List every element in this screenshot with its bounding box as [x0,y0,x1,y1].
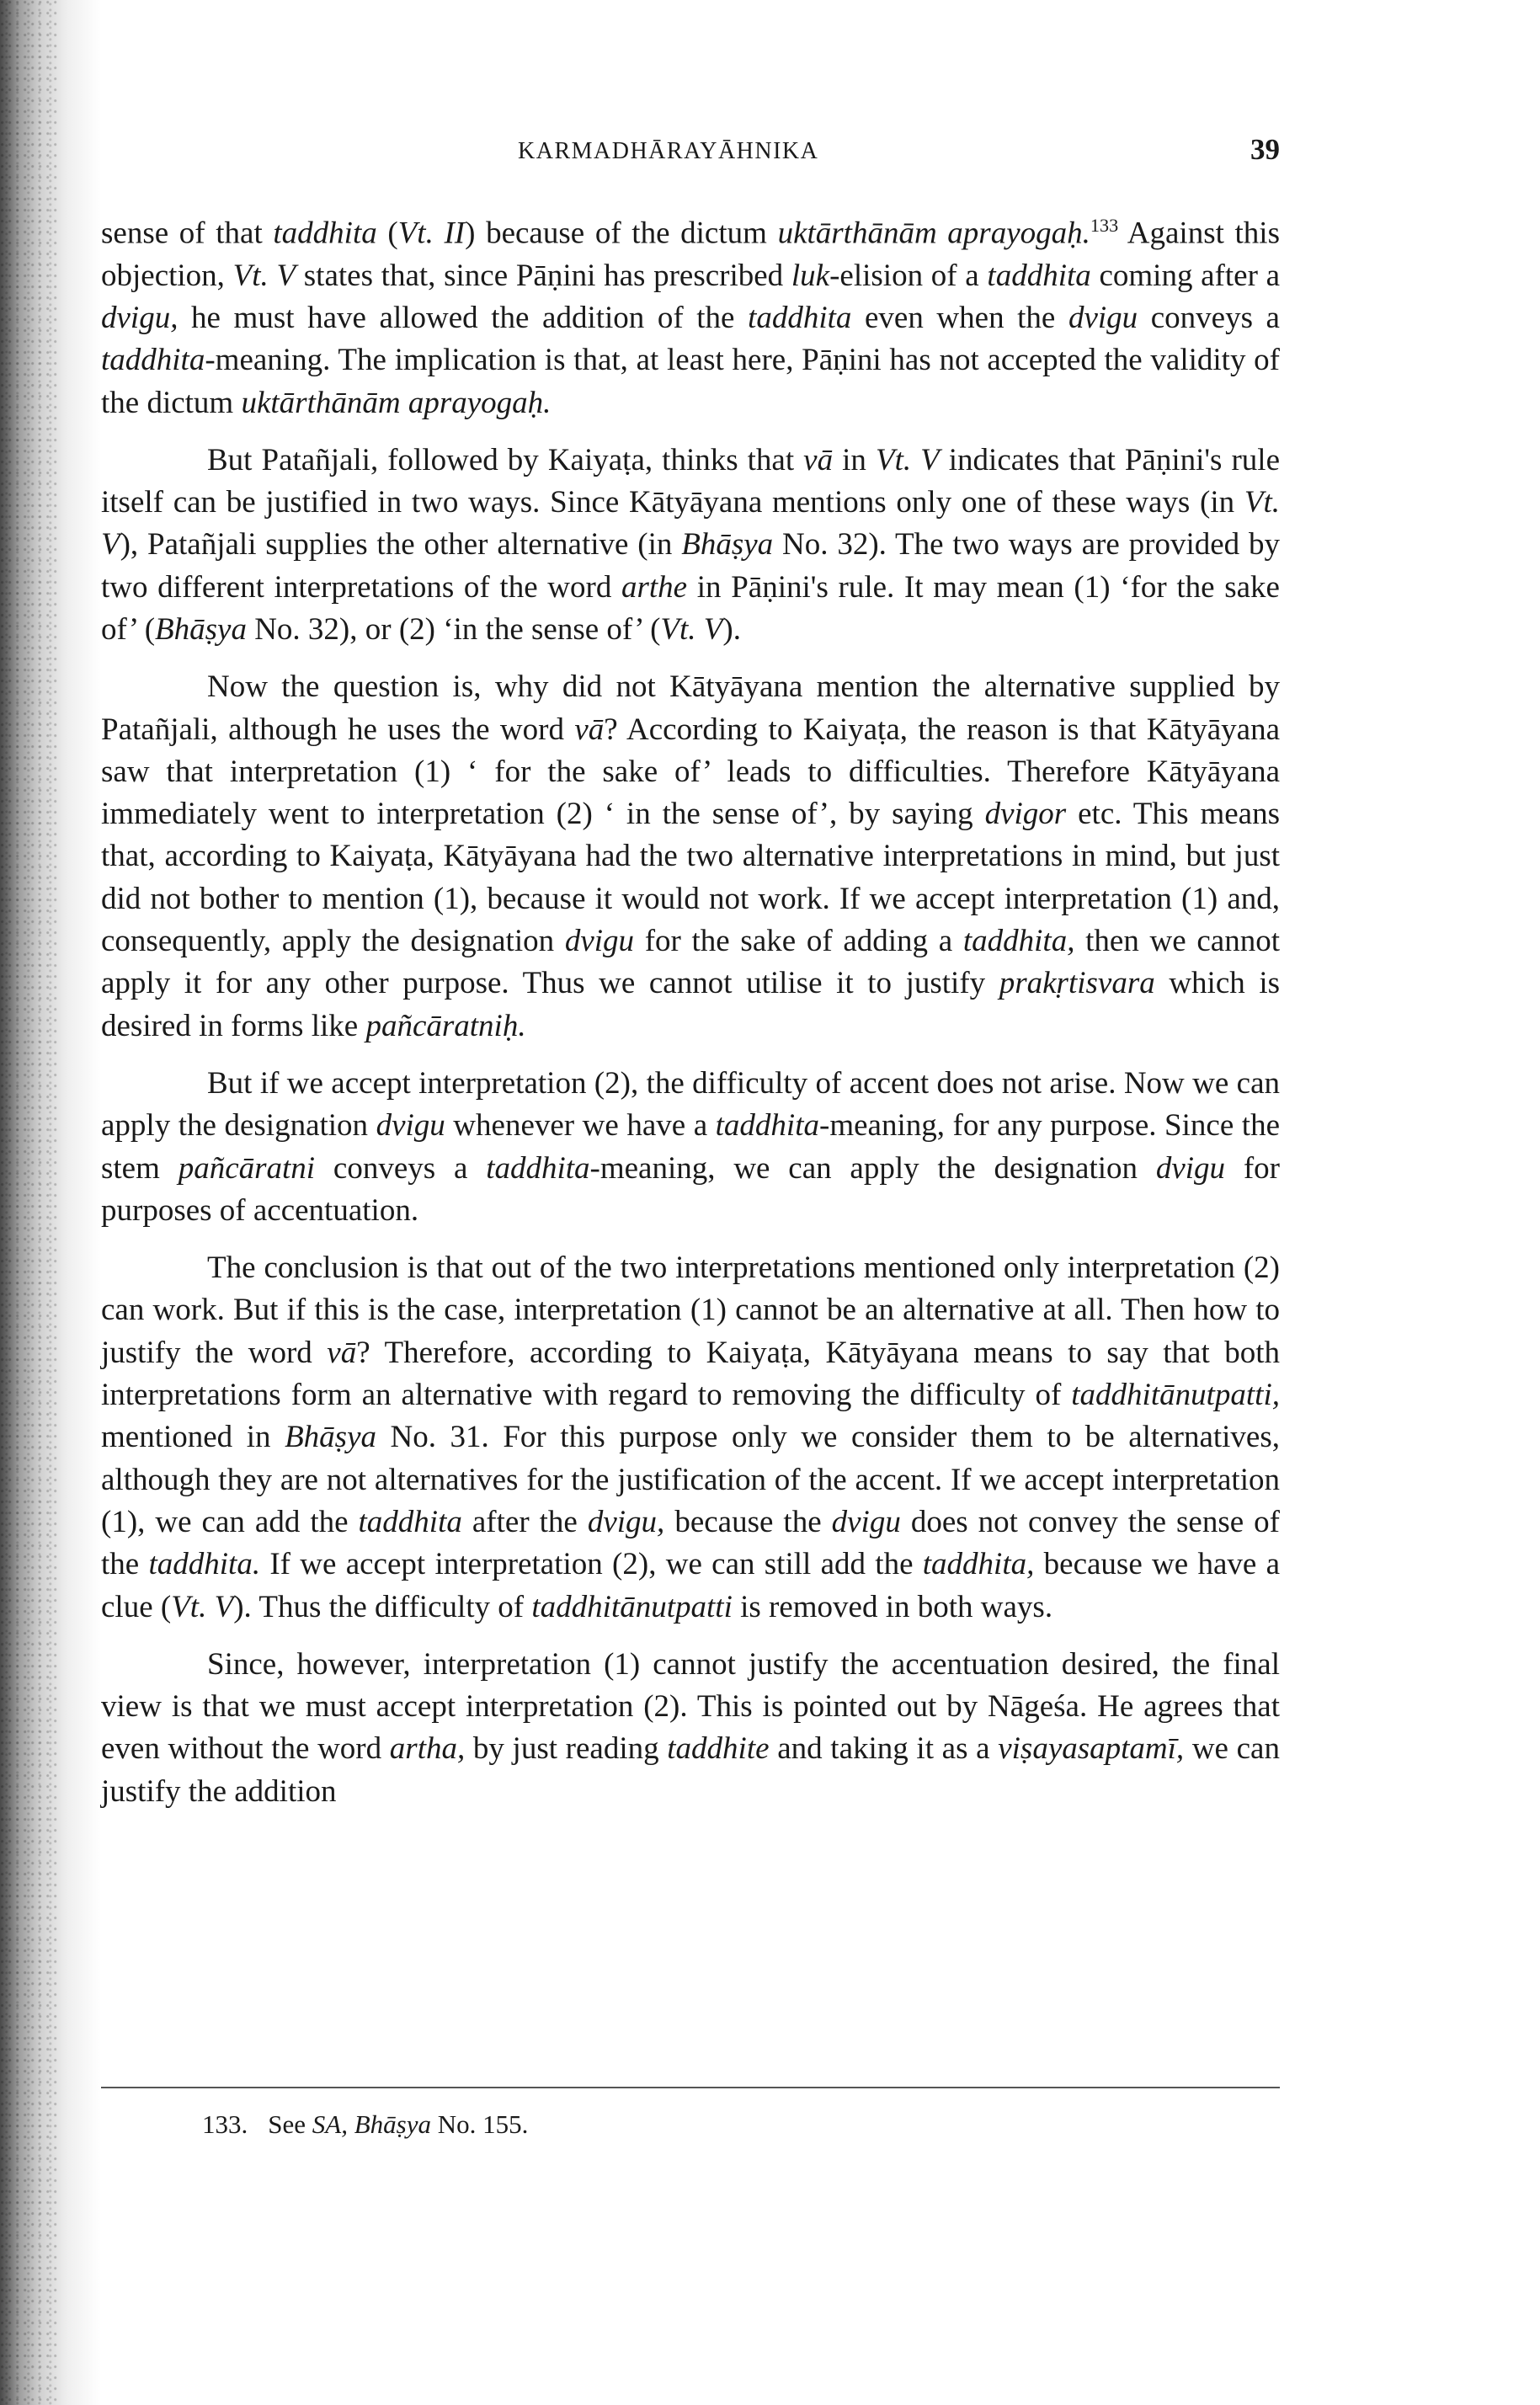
text-run: Against this objection, [101,216,1280,293]
text-run: for the sake of adding a [634,924,963,959]
text-run: in Pāṇini's rule. It may mean (1) ‘for the sake of’ ( [101,569,1280,647]
italic-term: dvigu [564,924,635,959]
italic-term: dvigu [1155,1150,1226,1186]
text-run: No. 32), or (2) ‘in the sense of’ ( [246,612,661,647]
italic-term: uktārthānām aprayogaḥ. [777,216,1090,251]
text-run: -meaning. The implication is that, at least here, Pāṇini has not accepted the validity of the dictum [101,343,1280,420]
text-run: conveys a [1138,300,1280,335]
text-run: and taking it as a [769,1731,999,1767]
paragraph [101,1644,1280,1813]
text-run: indicates that Pāṇini's rule itself can be justified in two ways. Since Kātyāyana mentions only one of these ways (in [101,442,1281,520]
text-run: etc. This means that, according to Kaiyaṭa, Kātyāyana had the two alternative interpretations in mind, but just did not bother to mention (1), because it would not work. If we accept interpretation (1) and, consequently, apply the designation [101,797,1280,959]
text-run: But if we accept interpretation (2), the difficulty of accent does not arise. Now we can apply the designation [101,1065,1280,1144]
text-run: by just reading [465,1731,668,1767]
text-run: in [833,442,876,477]
italic-term: taddhitānutpatti [531,1589,733,1624]
italic-term: taddhita [486,1150,590,1186]
footnote-rule [101,2087,1280,2088]
paragraph [101,666,1280,1048]
text-run: states that, since Pāṇini has prescribed [296,258,791,293]
text-run: ). Thus the difficulty of [233,1589,532,1624]
text-run: ? Therefore, according to Kaiyaṭa, Kātyāyana means to say that both interpretations form an alternative with regard to removing the difficulty of [101,1335,1280,1413]
text-run: for purposes of accentuation. [101,1150,1280,1228]
italic-term: dvigu, [587,1504,665,1539]
italic-term: taddhita, [962,924,1075,959]
italic-term: taddhite [667,1731,770,1767]
italic-term: dvigu [1068,300,1138,335]
text-run: because the [664,1504,832,1539]
text-run: does not convey the sense of the [101,1504,1280,1582]
italic-term: SA, [312,2109,348,2139]
binding-speckle [0,0,59,2405]
footnote-ref: 133 [1090,215,1119,236]
italic-term: vā [327,1335,357,1370]
text-run: because we have a clue ( [101,1547,1281,1624]
text-run: See [268,2109,312,2139]
italic-term: taddhita, [922,1547,1035,1582]
text-run: No. 31. For this purpose only we consider them to be alternatives, although they are not alternatives for the justification of the accent. If we accept interpretation (1), we can add the [101,1420,1280,1539]
italic-term: Bhāṣya [354,2109,431,2139]
italic-term: pañcāratniḥ. [365,1008,526,1043]
text-run: then we cannot apply it for any other purpose. Thus we cannot utilise it to justify [101,924,1280,1001]
text-run: No. 32). The two ways are provided by two different interpretations of the word [101,527,1280,605]
footnote-text [268,2109,528,2139]
text-run: ). [722,612,741,647]
italic-term: taddhita [273,216,377,251]
running-head: KARMADHĀRAYĀHNIKA [518,138,819,164]
italic-term: Vt. V [875,442,940,477]
text-run [348,2109,354,2139]
italic-term: arthe [621,569,688,605]
text-run: No. 155. [430,2109,529,2139]
text-run: even when the [851,300,1068,335]
italic-term: taddhita. [148,1547,261,1582]
text-run: ( [376,216,398,251]
text-run: Now the question is, why did not Kātyāyana mention the alternative supplied by Patañjali, although he uses the word [101,669,1280,747]
page-number: 39 [1250,133,1280,166]
text-run: he must have allowed the addition of the [178,300,749,335]
italic-term: dvigu, [101,300,179,335]
text-run: coming after a [1090,258,1281,293]
text-run: whenever we have a [445,1108,716,1144]
text-run: ), Patañjali supplies the other alternative (in [120,527,682,563]
italic-term: uktārthānām aprayogaḥ. [241,385,552,420]
text-run: sense of that [101,216,274,251]
italic-term: taddhita [101,343,205,378]
italic-term: vā [803,442,834,477]
text-run: -elision of a [829,258,988,293]
italic-term: taddhitānutpatti, [1071,1378,1280,1413]
italic-term: Vt. V [101,485,1280,563]
text-run: The conclusion is that out of the two interpretations mentioned only interpretation (2) can work. But if this is the case, interpretation (1) cannot be an alternative at all. Then how to justify the word [101,1250,1280,1370]
italic-term: taddhita [748,300,852,335]
italic-term: Bhāṣya [285,1420,376,1455]
italic-term: taddhita [987,258,1091,293]
page-header [101,133,1280,175]
text-run: Since, however, interpretation (1) cannot justify the accentuation desired, the final view is that we must accept interpretation (2). This is pointed out by Nāgeśa. He agrees that even without the word [101,1646,1280,1767]
italic-term: vā [574,712,605,747]
paragraph [101,1063,1280,1232]
text-run: mentioned in [101,1420,285,1455]
italic-term: Bhāṣya [155,612,247,647]
text-run: ) because of the dictum [465,216,778,251]
italic-term: taddhita [715,1108,819,1144]
italic-term: dvigu [831,1504,901,1539]
text-run: conveys a [315,1150,487,1186]
footnote [202,2109,528,2140]
italic-term: dvigu [376,1108,445,1144]
italic-term: Vt. II [397,216,466,251]
italic-term: pañcāratni [178,1150,316,1186]
italic-term: prakṛtisvara [999,966,1155,1001]
text-run: -meaning, we can apply the designation [589,1150,1156,1186]
italic-term: Vt. V [232,258,296,293]
footnote-number: 133. [202,2109,248,2139]
paragraph [101,1247,1280,1629]
text-run: -meaning, for any purpose. Since the stem [101,1108,1280,1186]
italic-term: dvigor [984,797,1067,832]
italic-term: luk [791,258,830,293]
paragraph [101,440,1280,651]
italic-term: artha, [389,1731,466,1767]
text-run: after the [461,1504,588,1539]
italic-term: Vt. V [660,612,723,647]
italic-term: viṣayasaptamī, [998,1731,1185,1767]
text-run: is removed in both ways. [732,1589,1053,1624]
italic-term: Vt. V [171,1589,234,1624]
text-run: If we accept interpretation (2), we can still add the [260,1547,923,1582]
text-run: which is desired in forms like [101,966,1280,1043]
body-text [101,205,1280,1828]
italic-term: taddhita [358,1504,462,1539]
text-run: we can justify the addition [101,1731,1280,1809]
paragraph [101,205,1280,424]
text-run: ? According to Kaiyaṭa, the reason is that Kātyāyana saw that interpretation (1) ‘ for the sake of’ leads to difficulties. Therefore Kātyāyana immediately went to interpretation (2) ‘ in the sense of’, by saying [101,712,1280,832]
italic-term: Bhāṣya [681,527,774,563]
text-run: But Patañjali, followed by Kaiyaṭa, thinks that [207,442,804,477]
